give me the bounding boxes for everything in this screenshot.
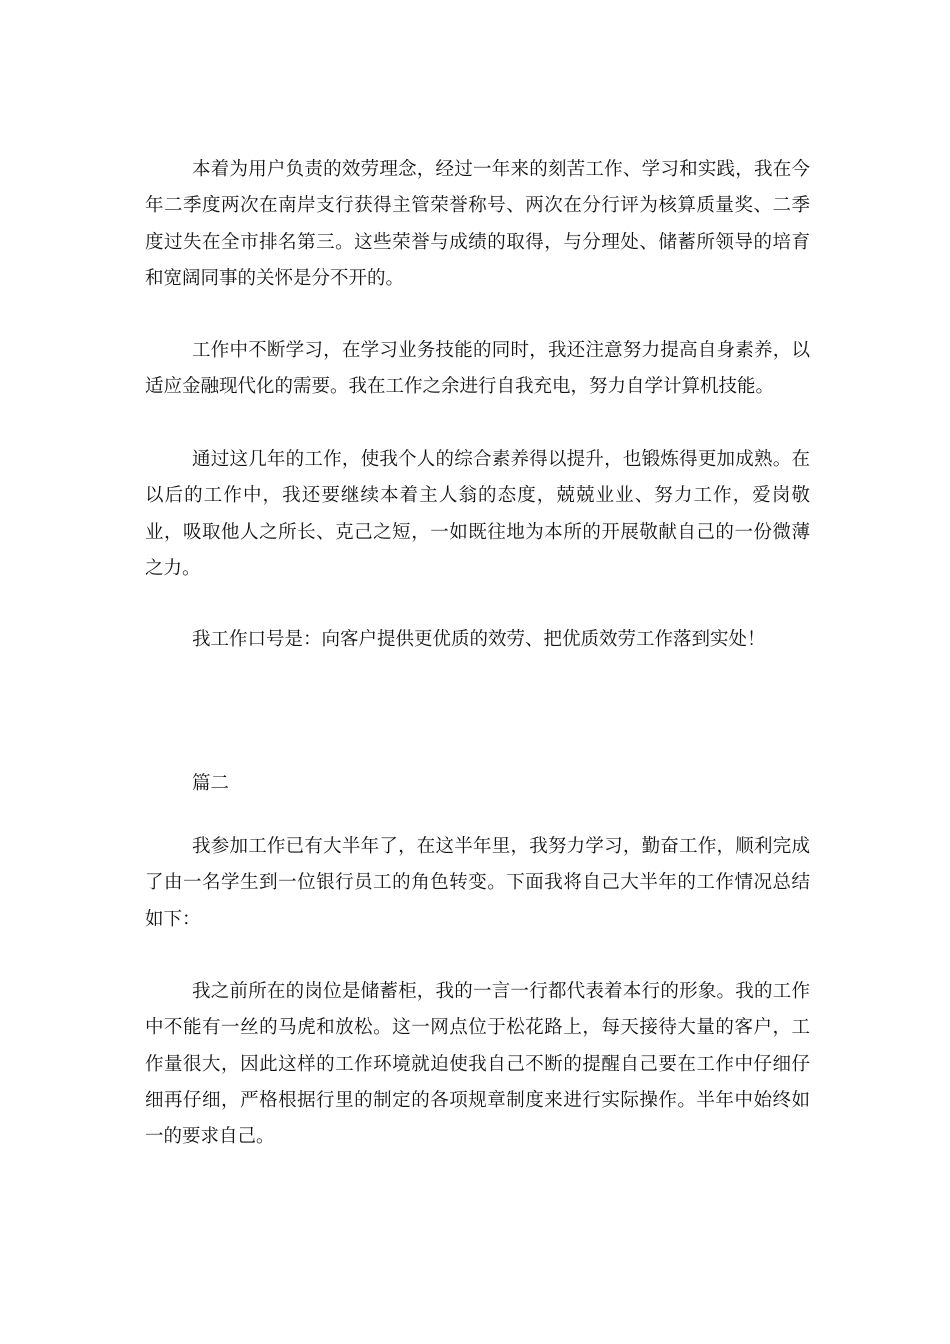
paragraph-user-responsibility: 本着为用户负责的效劳理念，经过一年来的刻苦工作、学习和实践，我在今年二季度两次在南岸支行获得主管荣誉称号、两次在分行评为核算质量奖、二季度过失在全市排名第三。这些荣誉与成绩的取得，与分理处、储蓄所领导的培育和宽阔同事的关怀是分不开的。	[145, 159, 810, 289]
paragraph-savings-counter: 我之前所在的岗位是储蓄柜，我的一言一行都代表着本行的形象。我的工作中不能有一丝的马虎和放松。这一网点位于松花路上，每天接待大量的客户，工作量很大，因此这样的工作环境就迫使我自己不断的提醒自己要在工作中仔细仔细再仔细，严格根据行里的制定的各项规章制度来进行实际操作。半年中始终如一的要求自己。	[145, 981, 810, 1148]
paragraph-continuous-learning: 工作中不断学习，在学习业务技能的同时，我还注意努力提高自身素养，以适应金融现代化的需要。我在工作之余进行自我充电，努力自学计算机技能。	[145, 340, 810, 398]
paragraph-half-year-intro: 我参加工作已有大半年了，在这半年里，我努力学习，勤奋工作，顺利完成了由一名学生到一位银行员工的角色转变。下面我将自己大半年的工作情况总结如下：	[145, 836, 810, 930]
section-heading: 篇二	[192, 773, 230, 794]
paragraph-future-work: 通过这几年的工作，使我个人的综合素养得以提升，也锻炼得更加成熟。在以后的工作中，我还要继续本着主人翁的态度，兢兢业业、努力工作，爱岗敬业，吸取他人之所长、克己之短，一如既往地为本所的开展敬献自己的一份微薄之力。	[145, 449, 810, 579]
paragraph-work-slogan: 我工作口号是：向客户提供更优质的效劳、把优质效劳工作落到实处！	[192, 629, 766, 650]
